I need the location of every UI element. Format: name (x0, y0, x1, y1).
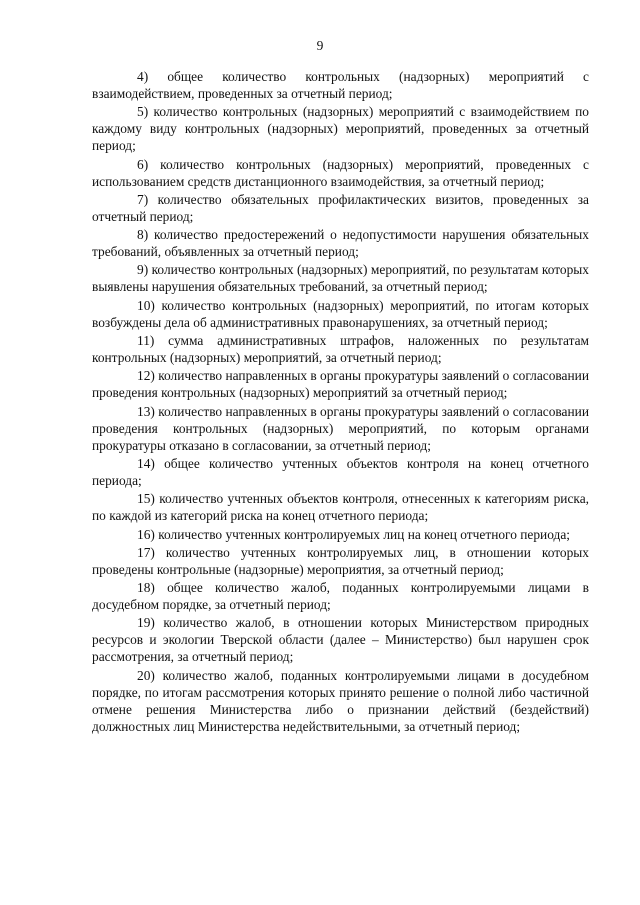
list-item-17: 17) количество учтенных контролируемых лиц, в отношении которых проведены контрольные (надзорные) мероприятия, за отчетный период; (92, 544, 589, 577)
list-item-9: 9) количество контрольных (надзорных) мероприятий, по результатам которых выявлены нарушения обязательных требований, за отчетный период; (92, 262, 589, 295)
list-item-13: 13) количество направленных в органы прокуратуры заявлений о согласовании проведения контрольных (надзорных) мероприятий, по которым органами прокуратуры отказано в согласовании, за отчетный период; (92, 403, 589, 453)
document-body (92, 68, 589, 736)
list-item-7: 7) количество обязательных профилактических визитов, проведенных за отчетный период; (92, 191, 589, 224)
list-item-5: 5) количество контрольных (надзорных) мероприятий с взаимодействием по каждому виду контрольных (надзорных) мероприятий, проведенных за отчетный период; (92, 104, 589, 154)
list-item-14: 14) общее количество учтенных объектов контроля на конец отчетного периода; (92, 455, 589, 488)
list-item-16: 16) количество учтенных контролируемых лиц на конец отчетного периода; (137, 526, 571, 542)
list-item-12: 12) количество направленных в органы прокуратуры заявлений о согласовании проведения контрольных (надзорных) мероприятий за отчетный период; (92, 368, 589, 401)
list-item-15: 15) количество учтенных объектов контроля, отнесенных к категориям риска, по каждой из категорий риска на конец отчетного периода; (92, 491, 589, 524)
list-item-8: 8) количество предостережений о недопустимости нарушения обязательных требований, объявленных за отчетный период; (92, 227, 589, 260)
list-item-10: 10) количество контрольных (надзорных) мероприятий, по итогам которых возбуждены дела об административных правонарушениях, за отчетный период; (92, 297, 589, 330)
list-item-6: 6) количество контрольных (надзорных) мероприятий, проведенных с использованием средств дистанционного взаимодействия, за отчетный период; (92, 156, 589, 189)
list-item-20: 20) количество жалоб, поданных контролируемыми лицами в досудебном порядке, по итогам рассмотрения которых принято решение о полной либо частичной отмене решения Министерства либо о признании действий (бездействий) должностных лиц Министерства недействительными, за отчетный период; (92, 667, 589, 734)
list-item-19: 19) количество жалоб, в отношении которых Министерством природных ресурсов и экологии Тверской области (далее – Министерство) был нарушен срок рассмотрения, за отчетный период; (92, 615, 589, 665)
list-item-18: 18) общее количество жалоб, поданных контролируемыми лицами в досудебном порядке, за отчетный период; (92, 580, 589, 613)
list-item-4: 4) общее количество контрольных (надзорных) мероприятий с взаимодействием, проведенных за отчетный период; (92, 69, 589, 101)
page-number: 9 (316, 38, 324, 53)
list-item-11: 11) сумма административных штрафов, наложенных по результатам контрольных (надзорных) мероприятий, за отчетный период; (92, 333, 589, 366)
